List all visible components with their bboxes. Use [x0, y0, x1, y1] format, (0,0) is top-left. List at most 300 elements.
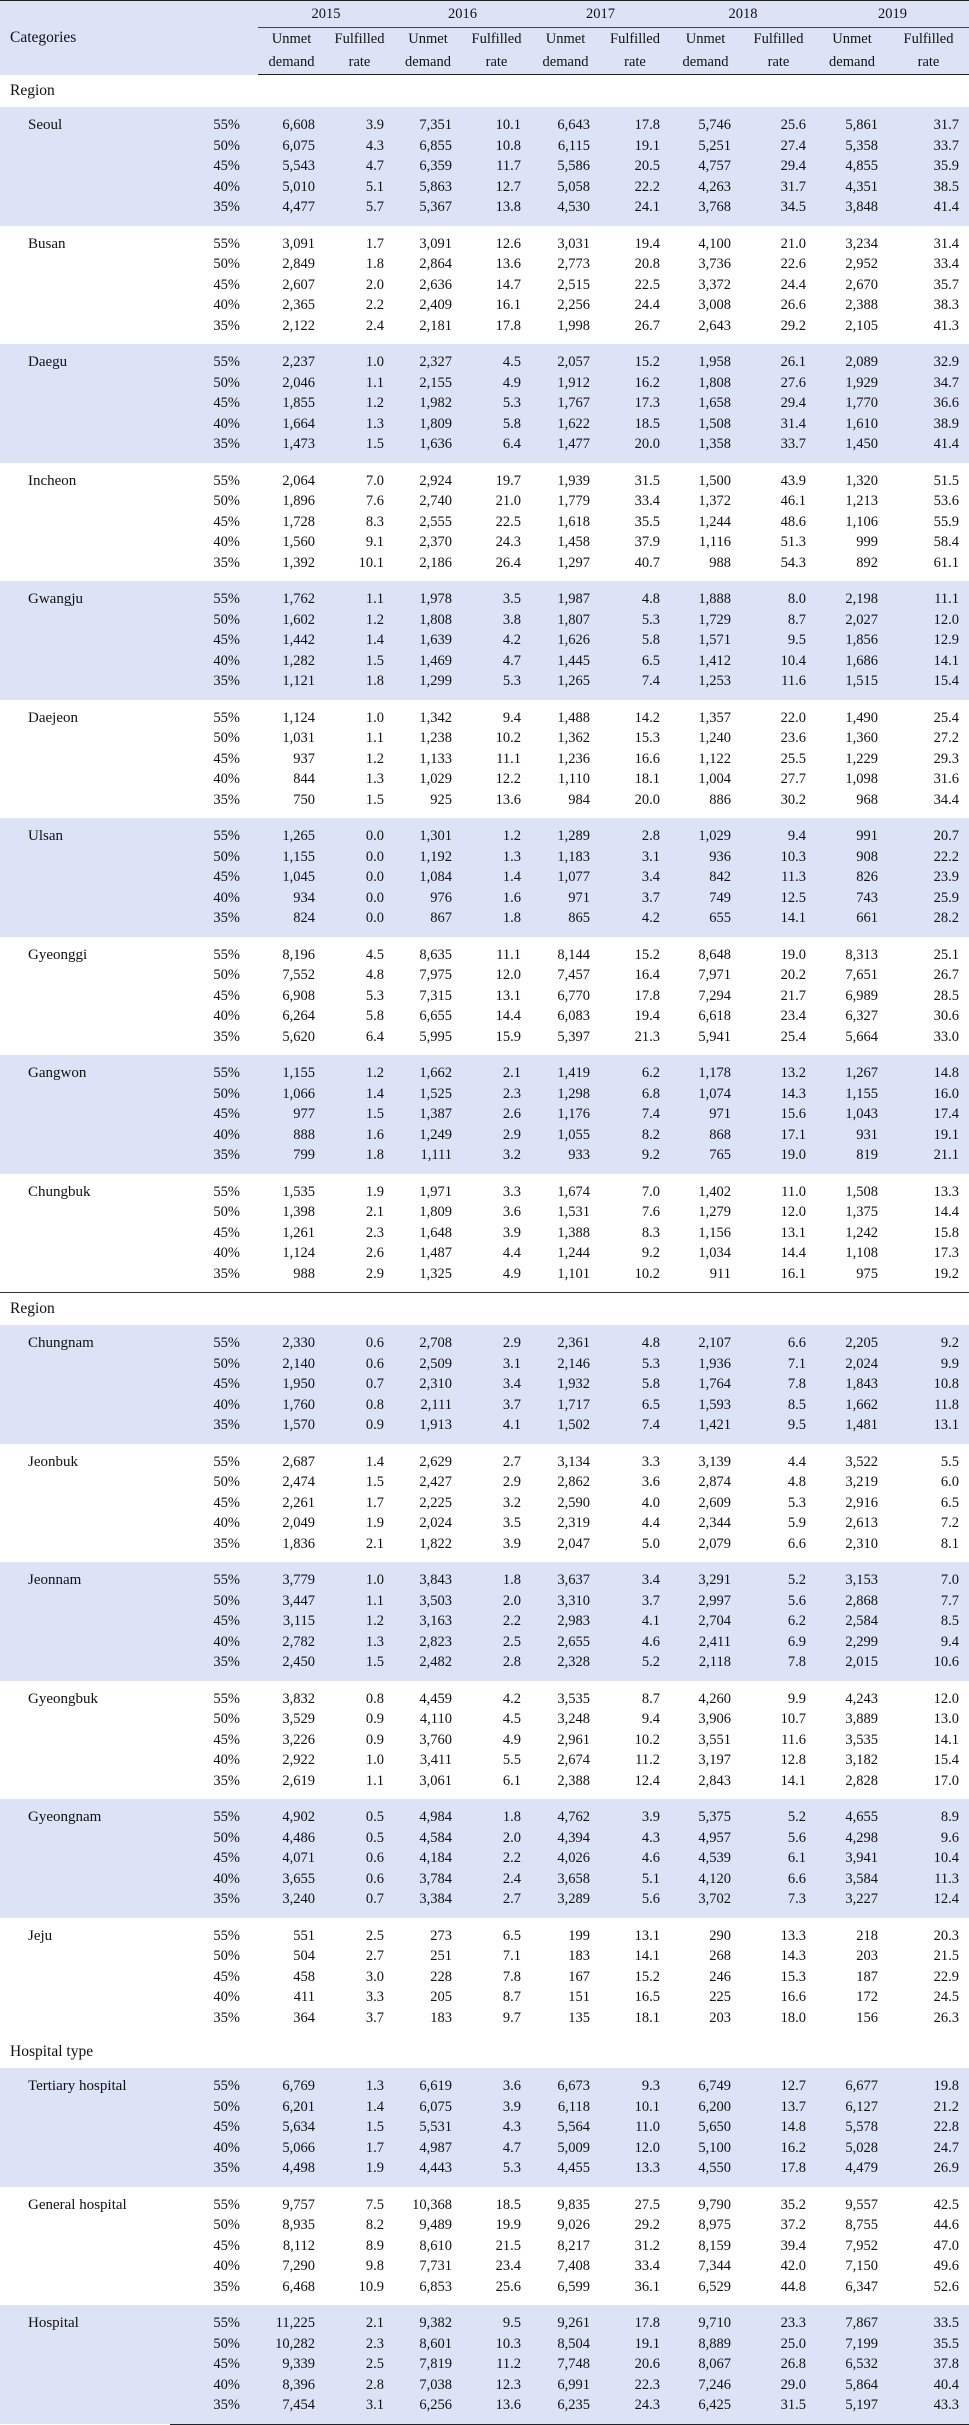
unmet-demand-cell: 1,808	[670, 373, 741, 394]
fulfilled-rate-cell: 40.4	[888, 2375, 969, 2396]
unmet-demand-cell: 1,265	[531, 671, 600, 700]
unmet-demand-cell: 8,889	[670, 2334, 741, 2355]
unmet-demand-cell: 2,365	[282, 297, 315, 313]
fulfilled-rate-cell: 11.6	[781, 1731, 806, 1748]
threshold-cell: 50%	[213, 256, 240, 272]
unmet-demand-cell: 991	[816, 818, 888, 847]
unmet-demand-cell: 7,344	[698, 2258, 731, 2274]
fulfilled-rate-cell: 4.3	[462, 2117, 531, 2138]
unmet-demand-cell: 1,106	[845, 513, 878, 530]
unmet-demand-cell: 6,749	[670, 2068, 741, 2097]
fulfilled-rate-cell: 7.3	[741, 1889, 816, 1918]
unmet-demand-cell: 3,139	[698, 1453, 731, 1470]
threshold-cell: 40%	[213, 1989, 240, 2005]
threshold-cell: 55%	[170, 2068, 258, 2097]
year-header-row	[0, 1, 969, 28]
fulfilled-rate-cell: 3.6	[462, 2068, 531, 2097]
fulfilled-rate-cell: 3.6	[641, 1474, 660, 1490]
threshold-cell: 50%	[170, 2097, 258, 2118]
unmet-demand-cell: 2,155	[394, 373, 462, 394]
fulfilled-rate-cell: 4.8	[365, 967, 384, 983]
fulfilled-rate-cell: 27.7	[780, 771, 806, 787]
unmet-demand-cell: 2,079	[698, 1535, 731, 1552]
unmet-demand-cell: 2,409	[419, 297, 452, 313]
fulfilled-rate-cell: 17.8	[495, 317, 521, 334]
unmet-demand-cell: 1,110	[557, 771, 590, 787]
threshold-cell: 55%	[170, 107, 258, 136]
fulfilled-rate-cell: 11.1	[496, 946, 521, 963]
threshold-cell: 40%	[170, 1632, 258, 1653]
threshold-cell: 40%	[170, 1869, 258, 1890]
fulfilled-rate-cell: 13.8	[462, 197, 531, 226]
unmet-demand-cell: 2,687	[282, 1453, 315, 1470]
fulfilled-rate-cell: 10.3	[741, 847, 816, 868]
fulfilled-rate-cell: 8.7	[741, 610, 816, 631]
fulfilled-rate-cell: 4.1	[600, 1611, 670, 1632]
fulfilled-rate-cell: 14.1	[933, 1731, 959, 1748]
fulfilled-rate-cell: 5.0	[641, 1535, 660, 1552]
fulfilled-rate-cell: 9.4	[502, 709, 521, 726]
fulfilled-rate-cell: 22.6	[780, 256, 806, 272]
fulfilled-rate-cell: 13.1	[780, 1224, 806, 1241]
unmet-demand-cell: 6,770	[557, 987, 590, 1004]
fulfilled-rate-cell: 7.0	[641, 1183, 660, 1200]
fulfilled-rate-cell: 1.6	[325, 1125, 394, 1146]
unmet-demand-cell: 2,450	[258, 1652, 325, 1681]
fulfilled-rate-cell: 14.1	[741, 908, 816, 937]
fulfilled-rate-cell: 0.6	[325, 1325, 394, 1354]
fulfilled-rate-cell: 13.2	[741, 1055, 816, 1084]
fulfilled-rate-cell: 13.6	[495, 791, 521, 808]
threshold-cell: 40%	[170, 651, 258, 672]
unmet-demand-cell: 1,648	[419, 1224, 452, 1241]
unmet-demand-cell: 1,626	[531, 630, 600, 651]
fulfilled-rate-cell: 14.8	[741, 2117, 816, 2138]
unmet-demand-cell: 2,862	[557, 1474, 590, 1490]
fulfilled-rate-cell: 12.4	[634, 1772, 660, 1789]
threshold-cell: 35%	[170, 2158, 258, 2187]
fulfilled-rate-cell: 9.8	[365, 2258, 384, 2274]
fulfilled-rate-cell: 1.5	[365, 1474, 384, 1490]
threshold-cell: 40%	[213, 771, 240, 787]
table-row	[0, 2305, 969, 2334]
threshold-cell: 35%	[213, 2278, 240, 2295]
fulfilled-rate-cell: 4.6	[600, 1632, 670, 1653]
group-name: Incheon	[28, 472, 77, 489]
fulfilled-rate-cell: 17.8	[741, 2158, 816, 2187]
unmet-demand-cell: 1,320	[845, 472, 878, 489]
unmet-demand-cell: 1,388	[557, 1224, 590, 1241]
unmet-demand-cell: 1,325	[419, 1265, 452, 1282]
fulfilled-rate-header: Fulfilled	[741, 28, 816, 52]
unmet-demand-cell: 5,746	[670, 107, 741, 136]
unmet-demand-cell: 1,473	[258, 434, 325, 463]
fulfilled-rate-cell: 4.5	[365, 946, 384, 963]
unmet-demand-cell: 7,408	[557, 2258, 590, 2274]
unmet-demand-cell: 977	[258, 1104, 325, 1125]
threshold-cell: 50%	[213, 967, 240, 983]
unmet-demand-cell: 7,294	[698, 987, 731, 1004]
threshold-cell: 45%	[170, 393, 258, 414]
unmet-demand-cell: 1,987	[531, 581, 600, 610]
fulfilled-rate-cell: 3.4	[600, 1562, 670, 1591]
fulfilled-rate-cell: 53.6	[933, 493, 959, 509]
unmet-demand-cell: 2,983	[531, 1611, 600, 1632]
fulfilled-rate-cell: 4.1	[462, 1415, 531, 1444]
fulfilled-rate-cell: 1.0	[365, 709, 384, 726]
unmet-demand-cell: 6,619	[394, 2068, 462, 2097]
unmet-demand-cell: 3,227	[816, 1889, 888, 1918]
fulfilled-rate-cell: 17.8	[600, 107, 670, 136]
fulfilled-rate-cell: 12.0	[933, 1690, 959, 1707]
fulfilled-rate-cell: 23.4	[780, 1008, 806, 1024]
unmet-demand-cell: 4,539	[670, 1848, 741, 1869]
threshold-cell: 45%	[213, 1968, 240, 1985]
unmet-demand-cell: 844	[293, 771, 315, 787]
threshold-cell: 50%	[170, 610, 258, 631]
threshold-cell: 35%	[170, 197, 258, 226]
unmet-demand-cell: 9,557	[845, 2196, 878, 2213]
threshold-cell: 55%	[213, 1690, 240, 1707]
fulfilled-rate-cell: 31.5	[634, 472, 660, 489]
unmet-demand-cell: 3,941	[816, 1848, 888, 1869]
unmet-demand-cell: 2,874	[698, 1474, 731, 1490]
unmet-demand-cell: 7,952	[845, 2237, 878, 2254]
fulfilled-rate-cell: 3.1	[600, 847, 670, 868]
unmet-demand-cell: 1,155	[258, 1055, 325, 1084]
fulfilled-rate-cell: 9.9	[787, 1690, 806, 1707]
fulfilled-rate-cell: 6.5	[940, 1494, 959, 1511]
unmet-demand-cell: 3,535	[557, 1690, 590, 1707]
section-header-row	[0, 1293, 969, 1326]
fulfilled-rate-cell: 7.6	[641, 1204, 660, 1220]
fulfilled-rate-cell: 0.8	[365, 1690, 384, 1707]
unmet-demand-header: Unmet	[816, 28, 888, 52]
fulfilled-rate-cell: 25.9	[888, 888, 969, 909]
threshold-cell: 45%	[213, 750, 240, 767]
unmet-demand-cell: 1,477	[531, 434, 600, 463]
fulfilled-rate-cell: 6.1	[502, 1772, 521, 1789]
unmet-demand-cell: 2,328	[531, 1652, 600, 1681]
unmet-demand-cell: 1,077	[531, 867, 600, 888]
fulfilled-rate-cell: 21.2	[888, 2097, 969, 2118]
fulfilled-rate-cell: 0.5	[325, 1799, 394, 1828]
fulfilled-rate-cell: 4.5	[462, 344, 531, 373]
unmet-demand-cell: 925	[430, 791, 452, 808]
unmet-demand-cell: 6,853	[419, 2278, 452, 2295]
unmet-demand-cell: 1,855	[258, 393, 325, 414]
unmet-demand-cell: 1,183	[531, 847, 600, 868]
fulfilled-rate-cell: 19.0	[741, 1145, 816, 1174]
group-name: Chungnam	[0, 1325, 170, 1444]
unmet-demand-cell: 2,997	[670, 1591, 741, 1612]
unmet-demand-cell: 1,156	[698, 1224, 731, 1241]
threshold-cell: 55%	[213, 1183, 240, 1200]
fulfilled-rate-header: rate	[600, 51, 670, 75]
unmet-demand-cell: 2,388	[557, 1772, 590, 1789]
unmet-demand-cell: 1,124	[282, 1245, 315, 1261]
fulfilled-rate-cell: 5.3	[462, 393, 531, 414]
unmet-demand-cell: 2,704	[670, 1611, 741, 1632]
unmet-demand-cell: 826	[816, 867, 888, 888]
unmet-demand-cell: 6,673	[531, 2068, 600, 2097]
unmet-demand-cell: 3,384	[394, 1889, 462, 1918]
table-body	[0, 75, 969, 2425]
fulfilled-rate-cell: 31.4	[933, 235, 959, 252]
fulfilled-rate-cell: 7.0	[888, 1562, 969, 1591]
unmet-demand-cell: 1,242	[845, 1224, 878, 1241]
unmet-demand-cell: 1,133	[419, 750, 452, 767]
fulfilled-rate-cell: 15.3	[634, 730, 660, 746]
fulfilled-rate-cell: 24.1	[600, 197, 670, 226]
threshold-cell: 55%	[213, 946, 240, 963]
fulfilled-rate-cell: 5.7	[325, 197, 394, 226]
fulfilled-rate-cell: 2.2	[462, 1848, 531, 1869]
fulfilled-rate-cell: 26.8	[741, 2354, 816, 2375]
fulfilled-rate-cell: 13.1	[495, 987, 521, 1004]
unmet-demand-cell: 4,550	[670, 2158, 741, 2187]
unmet-demand-cell: 3,134	[557, 1453, 590, 1470]
unmet-demand-cell: 5,531	[394, 2117, 462, 2138]
unmet-demand-cell: 2,186	[419, 554, 452, 571]
fulfilled-rate-cell: 27.5	[634, 2196, 660, 2213]
fulfilled-rate-cell: 31.5	[741, 2395, 816, 2424]
unmet-demand-cell: 268	[709, 1948, 731, 1964]
unmet-demand-cell: 7,748	[531, 2354, 600, 2375]
fulfilled-rate-cell: 5.3	[462, 2158, 531, 2187]
group-name: Jeju	[28, 1927, 53, 1944]
unmet-demand-cell: 931	[816, 1125, 888, 1146]
fulfilled-rate-header: rate	[888, 51, 969, 75]
fulfilled-rate-cell: 15.2	[634, 946, 660, 963]
fulfilled-rate-cell: 7.4	[600, 1415, 670, 1444]
threshold-cell: 50%	[170, 373, 258, 394]
threshold-cell: 40%	[170, 2138, 258, 2159]
fulfilled-rate-cell: 20.8	[634, 256, 660, 272]
fulfilled-rate-cell: 7.8	[741, 1652, 816, 1681]
fulfilled-rate-cell: 19.1	[888, 1125, 969, 1146]
threshold-cell: 45%	[170, 1104, 258, 1125]
unmet-demand-cell: 971	[670, 1104, 741, 1125]
unmet-demand-cell: 7,038	[394, 2375, 462, 2396]
unmet-demand-header: demand	[531, 51, 600, 75]
threshold-cell: 55%	[213, 1927, 240, 1944]
unmet-demand-cell: 1,767	[531, 393, 600, 414]
threshold-cell: 50%	[170, 1084, 258, 1105]
threshold-cell: 55%	[170, 344, 258, 373]
fulfilled-rate-cell: 10.6	[888, 1652, 969, 1681]
unmet-demand-cell: 2,118	[670, 1652, 741, 1681]
fulfilled-rate-cell: 12.2	[495, 771, 521, 787]
fulfilled-rate-cell: 1.4	[462, 867, 531, 888]
fulfilled-rate-cell: 6.2	[741, 1611, 816, 1632]
unmet-demand-cell: 6,359	[394, 156, 462, 177]
unmet-demand-cell: 1,662	[394, 1055, 462, 1084]
fulfilled-rate-cell: 5.3	[462, 671, 531, 700]
fulfilled-rate-cell: 5.8	[600, 1374, 670, 1395]
fulfilled-rate-cell: 9.4	[741, 818, 816, 847]
unmet-demand-cell: 1,029	[670, 818, 741, 847]
unmet-demand-cell: 1,412	[670, 651, 741, 672]
unmet-demand-cell: 1,240	[698, 730, 731, 746]
unmet-demand-cell: 4,298	[816, 1828, 888, 1849]
fulfilled-rate-cell: 11.2	[462, 2354, 531, 2375]
threshold-cell: 45%	[170, 1848, 258, 1869]
fulfilled-rate-cell: 4.7	[462, 2138, 531, 2159]
fulfilled-rate-cell: 0.9	[325, 1415, 394, 1444]
fulfilled-rate-cell: 15.2	[634, 1968, 660, 1985]
unmet-demand-cell: 2,509	[394, 1354, 462, 1375]
threshold-cell: 40%	[170, 1125, 258, 1146]
threshold-cell: 40%	[170, 888, 258, 909]
threshold-cell: 40%	[213, 1752, 240, 1768]
fulfilled-rate-cell: 8.1	[940, 1535, 959, 1552]
unmet-demand-cell: 1,066	[258, 1084, 325, 1105]
fulfilled-rate-cell: 2.4	[365, 317, 384, 334]
fulfilled-rate-cell: 8.9	[365, 2237, 384, 2254]
unmet-demand-cell: 6,256	[394, 2395, 462, 2424]
unmet-demand-cell: 9,261	[531, 2305, 600, 2334]
fulfilled-rate-cell: 31.2	[634, 2237, 660, 2254]
unmet-demand-cell: 2,015	[816, 1652, 888, 1681]
fulfilled-rate-cell: 41.4	[888, 197, 969, 226]
unmet-demand-cell: 819	[816, 1145, 888, 1174]
fulfilled-rate-cell: 8.7	[502, 1989, 521, 2005]
unmet-demand-cell: 3,832	[282, 1690, 315, 1707]
threshold-cell: 45%	[170, 156, 258, 177]
unmet-demand-cell: 8,635	[419, 946, 452, 963]
fulfilled-rate-cell: 4.4	[787, 1453, 806, 1470]
fulfilled-rate-cell: 19.0	[780, 946, 806, 963]
fulfilled-rate-cell: 3.7	[600, 1591, 670, 1612]
unmet-demand-cell: 2,111	[394, 1395, 462, 1416]
fulfilled-rate-cell: 3.7	[600, 888, 670, 909]
threshold-cell: 45%	[213, 513, 240, 530]
fulfilled-rate-cell: 44.6	[933, 2217, 959, 2233]
unmet-demand-cell: 2,823	[394, 1632, 462, 1653]
fulfilled-rate-cell: 4.4	[641, 1515, 660, 1531]
unmet-demand-cell: 1,074	[670, 1084, 741, 1105]
fulfilled-rate-cell: 5.6	[741, 1591, 816, 1612]
unmet-demand-cell: 8,313	[845, 946, 878, 963]
fulfilled-rate-cell: 19.4	[634, 235, 660, 252]
unmet-demand-cell: 2,584	[816, 1611, 888, 1632]
fulfilled-rate-header: Fulfilled	[600, 28, 670, 52]
fulfilled-rate-cell: 46.1	[780, 493, 806, 509]
unmet-demand-cell: 765	[670, 1145, 741, 1174]
fulfilled-rate-cell: 2.5	[365, 1927, 384, 1944]
fulfilled-rate-cell: 31.7	[741, 177, 816, 198]
unmet-demand-cell: 2,636	[419, 276, 452, 293]
unmet-demand-cell: 5,941	[698, 1028, 731, 1045]
fulfilled-rate-cell: 28.2	[888, 908, 969, 937]
unmet-demand-cell: 228	[430, 1968, 452, 1985]
fulfilled-rate-cell: 6.1	[741, 1848, 816, 1869]
fulfilled-rate-cell: 39.4	[780, 2237, 806, 2254]
unmet-demand-cell: 1,762	[258, 581, 325, 610]
fulfilled-rate-cell: 3.9	[462, 2097, 531, 2118]
unmet-demand-cell: 3,248	[557, 1711, 590, 1727]
unmet-demand-cell: 1,244	[698, 513, 731, 530]
unmet-demand-cell: 1,729	[670, 610, 741, 631]
fulfilled-rate-cell: 19.7	[495, 472, 521, 489]
fulfilled-rate-cell: 25.0	[741, 2334, 816, 2355]
unmet-demand-cell: 1,932	[531, 1374, 600, 1395]
unmet-demand-cell: 3,529	[282, 1711, 315, 1727]
threshold-cell: 35%	[170, 1145, 258, 1174]
fulfilled-rate-cell: 10.4	[888, 1848, 969, 1869]
unmet-demand-cell: 1,571	[670, 630, 741, 651]
fulfilled-rate-cell: 1.7	[365, 235, 384, 252]
unmet-demand-cell: 183	[568, 1948, 590, 1964]
fulfilled-rate-cell: 12.0	[495, 967, 521, 983]
fulfilled-rate-cell: 9.5	[741, 1415, 816, 1444]
fulfilled-rate-cell: 12.3	[462, 2375, 531, 2396]
unmet-demand-cell: 5,028	[816, 2138, 888, 2159]
threshold-cell: 55%	[170, 1799, 258, 1828]
fulfilled-rate-cell: 4.8	[600, 581, 670, 610]
fulfilled-rate-cell: 16.2	[741, 2138, 816, 2159]
unmet-demand-cell: 7,457	[557, 967, 590, 983]
fulfilled-rate-cell: 13.3	[933, 1183, 959, 1200]
year-header: 2019	[816, 1, 969, 28]
unmet-demand-cell: 3,310	[531, 1591, 600, 1612]
fulfilled-rate-cell: 15.3	[780, 1968, 806, 1985]
fulfilled-rate-cell: 14.1	[888, 651, 969, 672]
unmet-demand-cell: 3,234	[845, 235, 878, 252]
fulfilled-rate-cell: 14.7	[495, 276, 521, 293]
threshold-cell: 45%	[170, 2117, 258, 2138]
fulfilled-rate-cell: 9.2	[641, 1245, 660, 1261]
unmet-demand-cell: 5,066	[258, 2138, 325, 2159]
unmet-demand-cell: 8,504	[531, 2334, 600, 2355]
fulfilled-rate-cell: 51.5	[933, 472, 959, 489]
fulfilled-rate-cell: 20.0	[634, 791, 660, 808]
fulfilled-rate-cell: 1.1	[325, 581, 394, 610]
unmet-demand-cell: 1,299	[394, 671, 462, 700]
unmet-demand-cell: 6,115	[531, 136, 600, 157]
unmet-demand-cell: 2,198	[816, 581, 888, 610]
fulfilled-rate-cell: 17.3	[600, 393, 670, 414]
unmet-demand-cell: 3,240	[258, 1889, 325, 1918]
fulfilled-rate-cell: 4.2	[462, 630, 531, 651]
threshold-cell: 50%	[213, 493, 240, 509]
unmet-demand-cell: 187	[856, 1968, 878, 1985]
fulfilled-rate-cell: 31.7	[888, 107, 969, 136]
unmet-demand-cell: 1,560	[282, 534, 315, 550]
unmet-demand-cell: 2,146	[531, 1354, 600, 1375]
fulfilled-rate-cell: 0.9	[365, 1731, 384, 1748]
fulfilled-rate-cell: 11.6	[741, 671, 816, 700]
threshold-cell: 35%	[170, 1652, 258, 1681]
threshold-cell: 55%	[213, 235, 240, 252]
threshold-cell: 40%	[213, 1008, 240, 1024]
unmet-demand-cell: 1,939	[557, 472, 590, 489]
unmet-demand-cell: 1,362	[557, 730, 590, 746]
threshold-cell: 55%	[170, 1325, 258, 1354]
fulfilled-rate-cell: 10.7	[780, 1711, 806, 1727]
unmet-demand-cell: 1,029	[419, 771, 452, 787]
fulfilled-rate-cell: 22.9	[933, 1968, 959, 1985]
unmet-demand-cell: 1,265	[258, 818, 325, 847]
unmet-demand-cell: 1,515	[816, 671, 888, 700]
fulfilled-rate-cell: 2.9	[462, 1325, 531, 1354]
group-name: Gyeonggi	[28, 946, 88, 963]
unmet-demand-cell: 2,181	[419, 317, 452, 334]
table-row	[0, 463, 969, 492]
unmet-demand-cell: 824	[258, 908, 325, 937]
fulfilled-rate-cell: 9.5	[462, 2305, 531, 2334]
